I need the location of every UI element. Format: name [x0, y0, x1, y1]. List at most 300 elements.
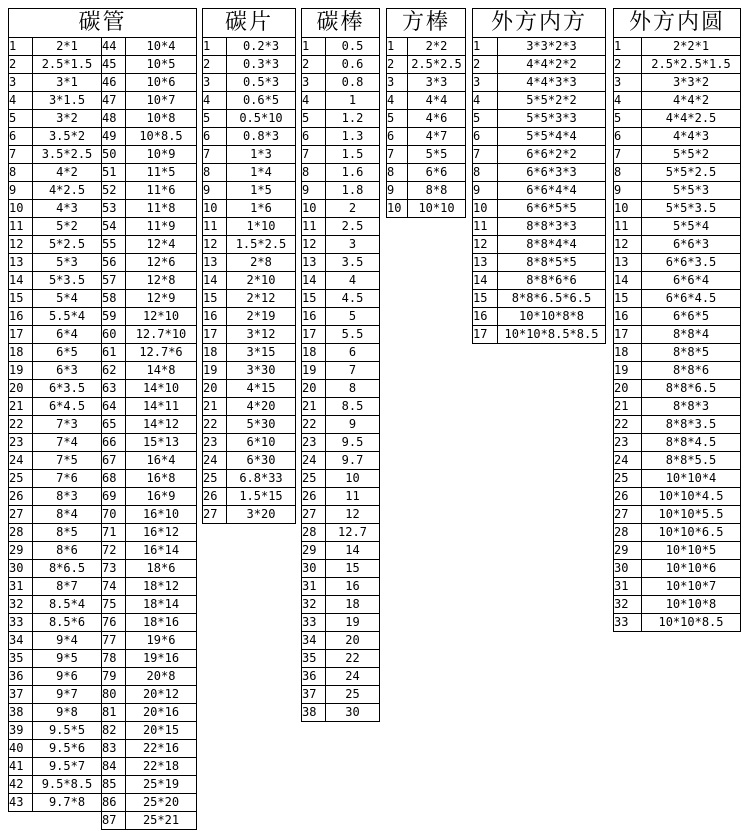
- spec-value: 9*5: [33, 650, 102, 668]
- spec-value: 0.5*3: [227, 74, 296, 92]
- table-row: [9, 758, 197, 776]
- spec-value: 24: [326, 668, 380, 686]
- table-row: [9, 308, 197, 326]
- table-row: [387, 128, 466, 146]
- spec-value: 3*3: [408, 74, 466, 92]
- table-row: [614, 344, 741, 362]
- row-index: 18: [614, 344, 642, 362]
- table-row: [203, 308, 296, 326]
- table-row: [614, 218, 741, 236]
- row-index: 15: [302, 290, 326, 308]
- table-row: [9, 686, 197, 704]
- spec-value: 16: [326, 578, 380, 596]
- table-row: [614, 272, 741, 290]
- spec-value: 2*19: [227, 308, 296, 326]
- spec-value: 8*8*4: [642, 326, 741, 344]
- row-index: 27: [302, 506, 326, 524]
- spec-value: 4*7: [408, 128, 466, 146]
- spec-value: 16*14: [126, 542, 197, 560]
- row-index: 46: [102, 74, 126, 92]
- table-row: [9, 722, 197, 740]
- row-index: 5: [387, 110, 408, 128]
- row-index: 83: [102, 740, 126, 758]
- spec-value: 8: [326, 380, 380, 398]
- table-row: [302, 578, 380, 596]
- spec-value: 4*4*2*2: [498, 56, 606, 74]
- row-index: 24: [614, 452, 642, 470]
- table-row: [9, 578, 197, 596]
- spec-value: 20*15: [126, 722, 197, 740]
- row-index: 53: [102, 200, 126, 218]
- table-row: [9, 398, 197, 416]
- table-row: [302, 308, 380, 326]
- row-index: 18: [203, 344, 227, 362]
- table-row: [302, 668, 380, 686]
- spec-value: 3*3*2: [642, 74, 741, 92]
- table-row: [9, 740, 197, 758]
- row-index: 29: [302, 542, 326, 560]
- table-row: [203, 326, 296, 344]
- table-row: [387, 56, 466, 74]
- empty-cell: [33, 812, 102, 830]
- row-index: 12: [614, 236, 642, 254]
- spec-value: 9.5*8.5: [33, 776, 102, 794]
- row-index: 57: [102, 272, 126, 290]
- row-index: 13: [473, 254, 498, 272]
- spec-value: 1.3: [326, 128, 380, 146]
- table-row: [9, 416, 197, 434]
- row-index: 70: [102, 506, 126, 524]
- row-index: 25: [9, 470, 33, 488]
- row-index: 33: [614, 614, 642, 632]
- spec-value: 8*3: [33, 488, 102, 506]
- row-index: 8: [387, 164, 408, 182]
- table-row: [614, 578, 741, 596]
- row-index: 4: [203, 92, 227, 110]
- spec-value: 16*9: [126, 488, 197, 506]
- row-index: 8: [9, 164, 33, 182]
- spec-value: 1: [326, 92, 380, 110]
- row-index: 7: [614, 146, 642, 164]
- spec-value: 10*10*4.5: [642, 488, 741, 506]
- spec-value: 6*6*2*2: [498, 146, 606, 164]
- row-index: 5: [473, 110, 498, 128]
- spec-value: 20*12: [126, 686, 197, 704]
- spec-value: 12*6: [126, 254, 197, 272]
- spec-value: 4*4: [408, 92, 466, 110]
- row-index: 10: [302, 200, 326, 218]
- table-row: [203, 434, 296, 452]
- square-rod-table: [386, 8, 466, 218]
- spec-value: 5*5*4*4: [498, 128, 606, 146]
- spec-value: 9.5*7: [33, 758, 102, 776]
- row-index: 11: [9, 218, 33, 236]
- row-index: 11: [473, 218, 498, 236]
- row-index: 6: [302, 128, 326, 146]
- row-index: 66: [102, 434, 126, 452]
- row-index: 13: [302, 254, 326, 272]
- row-index: 24: [9, 452, 33, 470]
- row-index: 65: [102, 416, 126, 434]
- row-index: 52: [102, 182, 126, 200]
- spec-value: 18: [326, 596, 380, 614]
- spec-value: 5: [326, 308, 380, 326]
- row-index: 8: [614, 164, 642, 182]
- table-row: [9, 200, 197, 218]
- spec-value: 9*6: [33, 668, 102, 686]
- row-index: 4: [387, 92, 408, 110]
- row-index: 23: [9, 434, 33, 452]
- spec-value: 14*8: [126, 362, 197, 380]
- row-index: 58: [102, 290, 126, 308]
- spec-value: 18*12: [126, 578, 197, 596]
- spec-value: 8*8*5: [642, 344, 741, 362]
- row-index: 38: [9, 704, 33, 722]
- table-row: [614, 74, 741, 92]
- spec-value: 3.5*2.5: [33, 146, 102, 164]
- row-index: 19: [203, 362, 227, 380]
- spec-value: 0.2*3: [227, 38, 296, 56]
- spec-value: 8*8*3: [642, 398, 741, 416]
- spec-value: 4*4*3*3: [498, 74, 606, 92]
- spec-value: 10*10*8.5: [642, 614, 741, 632]
- spec-value: 6*4.5: [33, 398, 102, 416]
- table-row: [9, 632, 197, 650]
- spec-value: 20*8: [126, 668, 197, 686]
- carbon-rod-title: 碳棒: [302, 9, 380, 38]
- row-index: 43: [9, 794, 33, 812]
- row-index: 18: [302, 344, 326, 362]
- row-index: 33: [9, 614, 33, 632]
- table-row: [614, 38, 741, 56]
- spec-value: 12*9: [126, 290, 197, 308]
- spec-value: 7*5: [33, 452, 102, 470]
- row-index: 87: [102, 812, 126, 830]
- table-row: [302, 182, 380, 200]
- row-index: 4: [473, 92, 498, 110]
- table-row: [302, 74, 380, 92]
- table-row: [302, 146, 380, 164]
- table-row: [614, 524, 741, 542]
- row-index: 38: [302, 704, 326, 722]
- table-row: [302, 56, 380, 74]
- table-row: [614, 308, 741, 326]
- table-row: [203, 218, 296, 236]
- table-row: [614, 146, 741, 164]
- spec-value: 8.5*6: [33, 614, 102, 632]
- table-row: [614, 128, 741, 146]
- spec-value: 8*8*3*3: [498, 218, 606, 236]
- spec-value: 4*3: [33, 200, 102, 218]
- row-index: 23: [203, 434, 227, 452]
- row-index: 28: [614, 524, 642, 542]
- row-index: 28: [302, 524, 326, 542]
- row-index: 12: [9, 236, 33, 254]
- spec-value: 8*8*5.5: [642, 452, 741, 470]
- table-row: [302, 200, 380, 218]
- table-row: [9, 452, 197, 470]
- table-row: [614, 254, 741, 272]
- spec-value: 2.5*2.5: [408, 56, 466, 74]
- table-row: [614, 236, 741, 254]
- table-row: [473, 254, 606, 272]
- table-row: [9, 650, 197, 668]
- row-index: 10: [614, 200, 642, 218]
- spec-value: 2*8: [227, 254, 296, 272]
- spec-value: 22*16: [126, 740, 197, 758]
- row-index: 11: [614, 218, 642, 236]
- spec-value: 6*6*4*4: [498, 182, 606, 200]
- table-row: [302, 704, 380, 722]
- row-index: 81: [102, 704, 126, 722]
- table-row: [302, 380, 380, 398]
- table-row: [473, 38, 606, 56]
- spec-value: 11*5: [126, 164, 197, 182]
- spec-value: 5*5*4: [642, 218, 741, 236]
- row-index: 21: [9, 398, 33, 416]
- table-row: [302, 128, 380, 146]
- spec-value: 1*3: [227, 146, 296, 164]
- row-index: 24: [302, 452, 326, 470]
- spec-value: 8*8*6.5*6.5: [498, 290, 606, 308]
- row-index: 14: [9, 272, 33, 290]
- table-row: [302, 164, 380, 182]
- table-row: [473, 74, 606, 92]
- table-row: [302, 110, 380, 128]
- spec-value: 5*5*3: [642, 182, 741, 200]
- spec-value: 1.5: [326, 146, 380, 164]
- table-row: [473, 146, 606, 164]
- row-index: 17: [302, 326, 326, 344]
- table-row: [9, 524, 197, 542]
- row-index: 23: [614, 434, 642, 452]
- row-index: 67: [102, 452, 126, 470]
- row-index: 5: [9, 110, 33, 128]
- row-index: 34: [302, 632, 326, 650]
- spec-value: 1.2: [326, 110, 380, 128]
- table-row: [9, 236, 197, 254]
- spec-value: 12.7: [326, 524, 380, 542]
- spec-value: 4*4*2: [642, 92, 741, 110]
- spec-value: 1.5*15: [227, 488, 296, 506]
- table-row: [302, 434, 380, 452]
- row-index: 13: [9, 254, 33, 272]
- table-row: [9, 218, 197, 236]
- spec-value: 8*8*3.5: [642, 416, 741, 434]
- table-row: [203, 254, 296, 272]
- row-index: 12: [302, 236, 326, 254]
- spec-value: 8.5*4: [33, 596, 102, 614]
- spec-value: 10*10*5: [642, 542, 741, 560]
- table-row: [302, 596, 380, 614]
- row-index: 18: [9, 344, 33, 362]
- row-index: 1: [9, 38, 33, 56]
- table-row: [614, 596, 741, 614]
- table-row: [614, 488, 741, 506]
- spec-value: 1.8: [326, 182, 380, 200]
- row-index: 36: [302, 668, 326, 686]
- table-row: [614, 92, 741, 110]
- row-index: 5: [302, 110, 326, 128]
- table-row: [614, 164, 741, 182]
- table-row: [9, 110, 197, 128]
- table-row: [387, 146, 466, 164]
- spec-value: 10*10: [408, 200, 466, 218]
- spec-value: 8*8*5*5: [498, 254, 606, 272]
- spec-value: 10*4: [126, 38, 197, 56]
- row-index: 25: [203, 470, 227, 488]
- row-index: 47: [102, 92, 126, 110]
- row-index: 17: [9, 326, 33, 344]
- spec-value: 14*11: [126, 398, 197, 416]
- row-index: 39: [9, 722, 33, 740]
- row-index: 2: [203, 56, 227, 74]
- table-row: [9, 56, 197, 74]
- spec-value: 10*10*7: [642, 578, 741, 596]
- row-index: 5: [203, 110, 227, 128]
- spec-value: 1*10: [227, 218, 296, 236]
- table-row: [9, 704, 197, 722]
- row-index: 44: [102, 38, 126, 56]
- spec-value: 10*10*5.5: [642, 506, 741, 524]
- table-row: [203, 506, 296, 524]
- spec-value: 6*6*3*3: [498, 164, 606, 182]
- row-index: 26: [614, 488, 642, 506]
- row-index: 32: [9, 596, 33, 614]
- spec-value: 2.5*2.5*1.5: [642, 56, 741, 74]
- table-row: [203, 128, 296, 146]
- spec-value: 16*8: [126, 470, 197, 488]
- table-row: [203, 200, 296, 218]
- spec-value: 9*4: [33, 632, 102, 650]
- row-index: 6: [473, 128, 498, 146]
- table-row: [203, 146, 296, 164]
- spec-value: 25*19: [126, 776, 197, 794]
- table-row: [473, 308, 606, 326]
- row-index: 75: [102, 596, 126, 614]
- spec-value: 22: [326, 650, 380, 668]
- row-index: 19: [9, 362, 33, 380]
- table-row: [9, 506, 197, 524]
- table-row: [9, 380, 197, 398]
- row-index: 33: [302, 614, 326, 632]
- table-row: [203, 74, 296, 92]
- square-out-round-in-table: [613, 8, 741, 632]
- table-row: [387, 164, 466, 182]
- row-index: 14: [473, 272, 498, 290]
- row-index: 3: [9, 74, 33, 92]
- row-index: 7: [9, 146, 33, 164]
- spec-value: 4*20: [227, 398, 296, 416]
- row-index: 82: [102, 722, 126, 740]
- spec-value: 25*20: [126, 794, 197, 812]
- table-row: [302, 560, 380, 578]
- row-index: 3: [614, 74, 642, 92]
- table-row: [203, 290, 296, 308]
- row-index: 48: [102, 110, 126, 128]
- row-index: 27: [203, 506, 227, 524]
- table-row: [473, 128, 606, 146]
- table-row: [203, 182, 296, 200]
- row-index: 59: [102, 308, 126, 326]
- spec-value: 3*2: [33, 110, 102, 128]
- row-index: 11: [203, 218, 227, 236]
- row-index: 69: [102, 488, 126, 506]
- spec-value: 25*21: [126, 812, 197, 830]
- row-index: 31: [614, 578, 642, 596]
- row-index: 21: [302, 398, 326, 416]
- row-index: 24: [203, 452, 227, 470]
- table-row: [203, 398, 296, 416]
- spec-value: 20: [326, 632, 380, 650]
- spec-value: 22*18: [126, 758, 197, 776]
- table-row: [614, 290, 741, 308]
- spec-value: 14*12: [126, 416, 197, 434]
- table-row: [9, 776, 197, 794]
- spec-value: 4*2: [33, 164, 102, 182]
- row-index: 78: [102, 650, 126, 668]
- row-index: 3: [302, 74, 326, 92]
- row-index: 3: [473, 74, 498, 92]
- square-out-square-in-table: [472, 8, 606, 344]
- table-row: [302, 506, 380, 524]
- spec-value: 8*7: [33, 578, 102, 596]
- row-index: 61: [102, 344, 126, 362]
- spec-value: 15: [326, 560, 380, 578]
- spec-value: 7*3: [33, 416, 102, 434]
- table-row: [614, 326, 741, 344]
- table-row: [302, 542, 380, 560]
- spec-value: 9.5: [326, 434, 380, 452]
- spec-value: 6*4: [33, 326, 102, 344]
- row-index: 64: [102, 398, 126, 416]
- row-index: 35: [9, 650, 33, 668]
- spec-value: 10*10*6: [642, 560, 741, 578]
- spec-value: 10*10*6.5: [642, 524, 741, 542]
- table-row: [614, 362, 741, 380]
- table-row: [9, 668, 197, 686]
- spec-value: 10*10*8: [642, 596, 741, 614]
- spec-value: 10*9: [126, 146, 197, 164]
- row-index: 2: [302, 56, 326, 74]
- row-index: 80: [102, 686, 126, 704]
- spec-value: 9.7*8: [33, 794, 102, 812]
- row-index: 32: [614, 596, 642, 614]
- spec-value: 3*1.5: [33, 92, 102, 110]
- spec-value: 5*4: [33, 290, 102, 308]
- spec-value: 5*5*2: [642, 146, 741, 164]
- row-index: 7: [203, 146, 227, 164]
- spec-value: 8*8*6: [642, 362, 741, 380]
- row-index: 56: [102, 254, 126, 272]
- row-index: 30: [302, 560, 326, 578]
- row-index: 34: [9, 632, 33, 650]
- row-index: 9: [614, 182, 642, 200]
- row-index: 10: [387, 200, 408, 218]
- row-index: 7: [302, 146, 326, 164]
- table-row: [9, 74, 197, 92]
- row-index: 30: [9, 560, 33, 578]
- table-row: [203, 452, 296, 470]
- row-index: 19: [614, 362, 642, 380]
- spec-value: 11*8: [126, 200, 197, 218]
- row-index: 71: [102, 524, 126, 542]
- row-index: 23: [302, 434, 326, 452]
- row-index: 68: [102, 470, 126, 488]
- spec-value: 5*5*2.5: [642, 164, 741, 182]
- table-row: [302, 416, 380, 434]
- table-row: [302, 470, 380, 488]
